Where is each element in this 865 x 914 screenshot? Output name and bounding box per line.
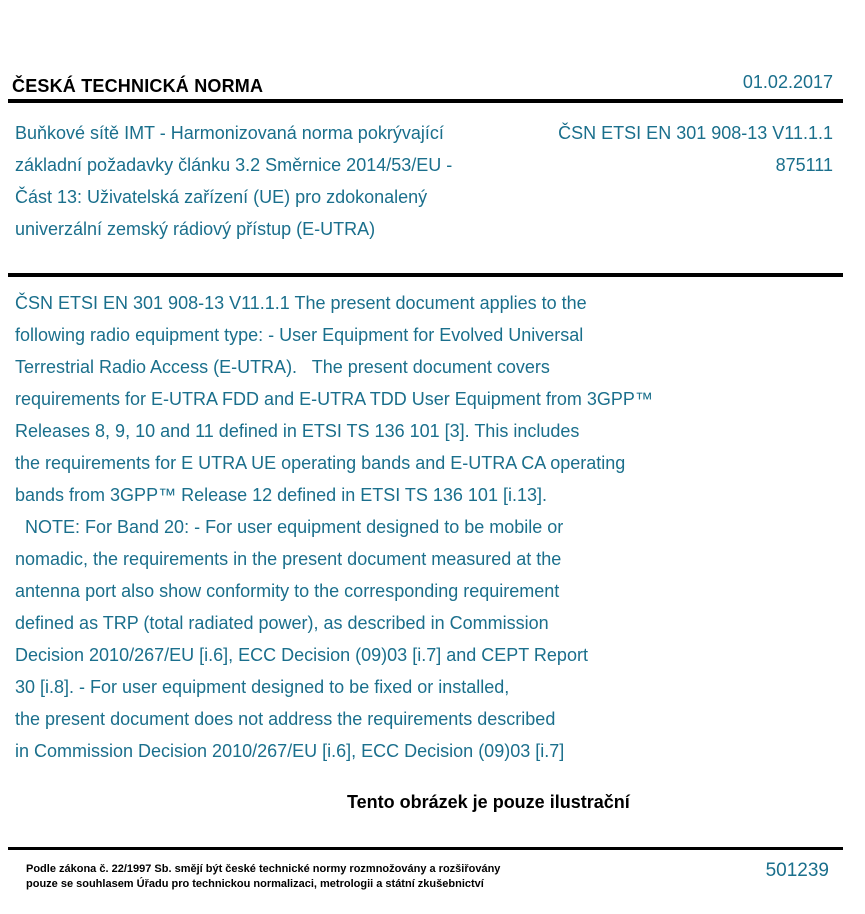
document-date: 01.02.2017: [742, 72, 833, 92]
scope-line: 30 [i.8]. - For user equipment designed to be fixed or installed,: [15, 677, 510, 697]
scope-line: the requirements for E UTRA UE operating bands and E-UTRA CA operating: [15, 453, 626, 473]
catalog-number: 875111: [775, 155, 833, 175]
footer-number: 501239: [765, 860, 829, 881]
legal-notice: [26, 862, 500, 892]
legal-notice-line: Podle zákona č. 22/1997 Sb. smějí být české technické normy rozmnožovány a rozšiřovány: [26, 863, 501, 875]
scope-line: the present document does not address the requirements described: [15, 709, 556, 729]
scope-line: ČSN ETSI EN 301 908-13 V11.1.1 The present document applies to the: [15, 293, 587, 313]
title-line: Část 13: Uživatelská zařízení (UE) pro zdokonalený: [15, 187, 428, 207]
scope-line: nomadic, the requirements in the present document measured at the: [15, 549, 562, 569]
scope-text: [15, 287, 815, 767]
footer-rule: [8, 847, 843, 850]
title-line: Buňkové sítě IMT - Harmonizovaná norma pokrývající: [15, 123, 444, 143]
standard-designation: ČSN ETSI EN 301 908-13 V11.1.1: [558, 123, 833, 143]
scope-line: antenna port also show conformity to the corresponding requirement: [15, 581, 560, 601]
title-block: [15, 117, 515, 245]
standard-designation-block: [558, 117, 833, 181]
scope-line: defined as TRP (total radiated power), as described in Commission: [15, 613, 549, 633]
title-line: základní požadavky článku 3.2 Směrnice 2014/53/EU -: [15, 155, 453, 175]
title-line: univerzální zemský rádiový přístup (E-UTRA): [15, 219, 376, 239]
scope-line: Decision 2010/267/EU [i.6], ECC Decision (09)03 [i.7] and CEPT Report: [15, 645, 588, 665]
scope-line: in Commission Decision 2010/267/EU [i.6], ECC Decision (09)03 [i.7]: [15, 741, 565, 761]
section-rule: [8, 273, 843, 277]
scope-line: requirements for E-UTRA FDD and E-UTRA TDD User Equipment from 3GPP™: [15, 389, 653, 409]
scope-line: Terrestrial Radio Access (E-UTRA). The present document covers: [15, 357, 550, 377]
legal-notice-line: pouze se souhlasem Úřadu pro technickou normalizaci, metrologii a státní zkušebnictví: [26, 878, 484, 890]
document-type-heading: ČESKÁ TECHNICKÁ NORMA: [12, 76, 264, 96]
header-rule: [8, 99, 843, 103]
scope-line: following radio equipment type: - User Equipment for Evolved Universal: [15, 325, 584, 345]
scope-line: bands from 3GPP™ Release 12 defined in ETSI TS 136 101 [i.13].: [15, 485, 547, 505]
scope-line: NOTE: For Band 20: - For user equipment designed to be mobile or: [15, 517, 564, 537]
scope-line: Releases 8, 9, 10 and 11 defined in ETSI TS 136 101 [3]. This includes: [15, 421, 580, 441]
illustration-note: Tento obrázek je pouze ilustrační: [347, 792, 630, 812]
